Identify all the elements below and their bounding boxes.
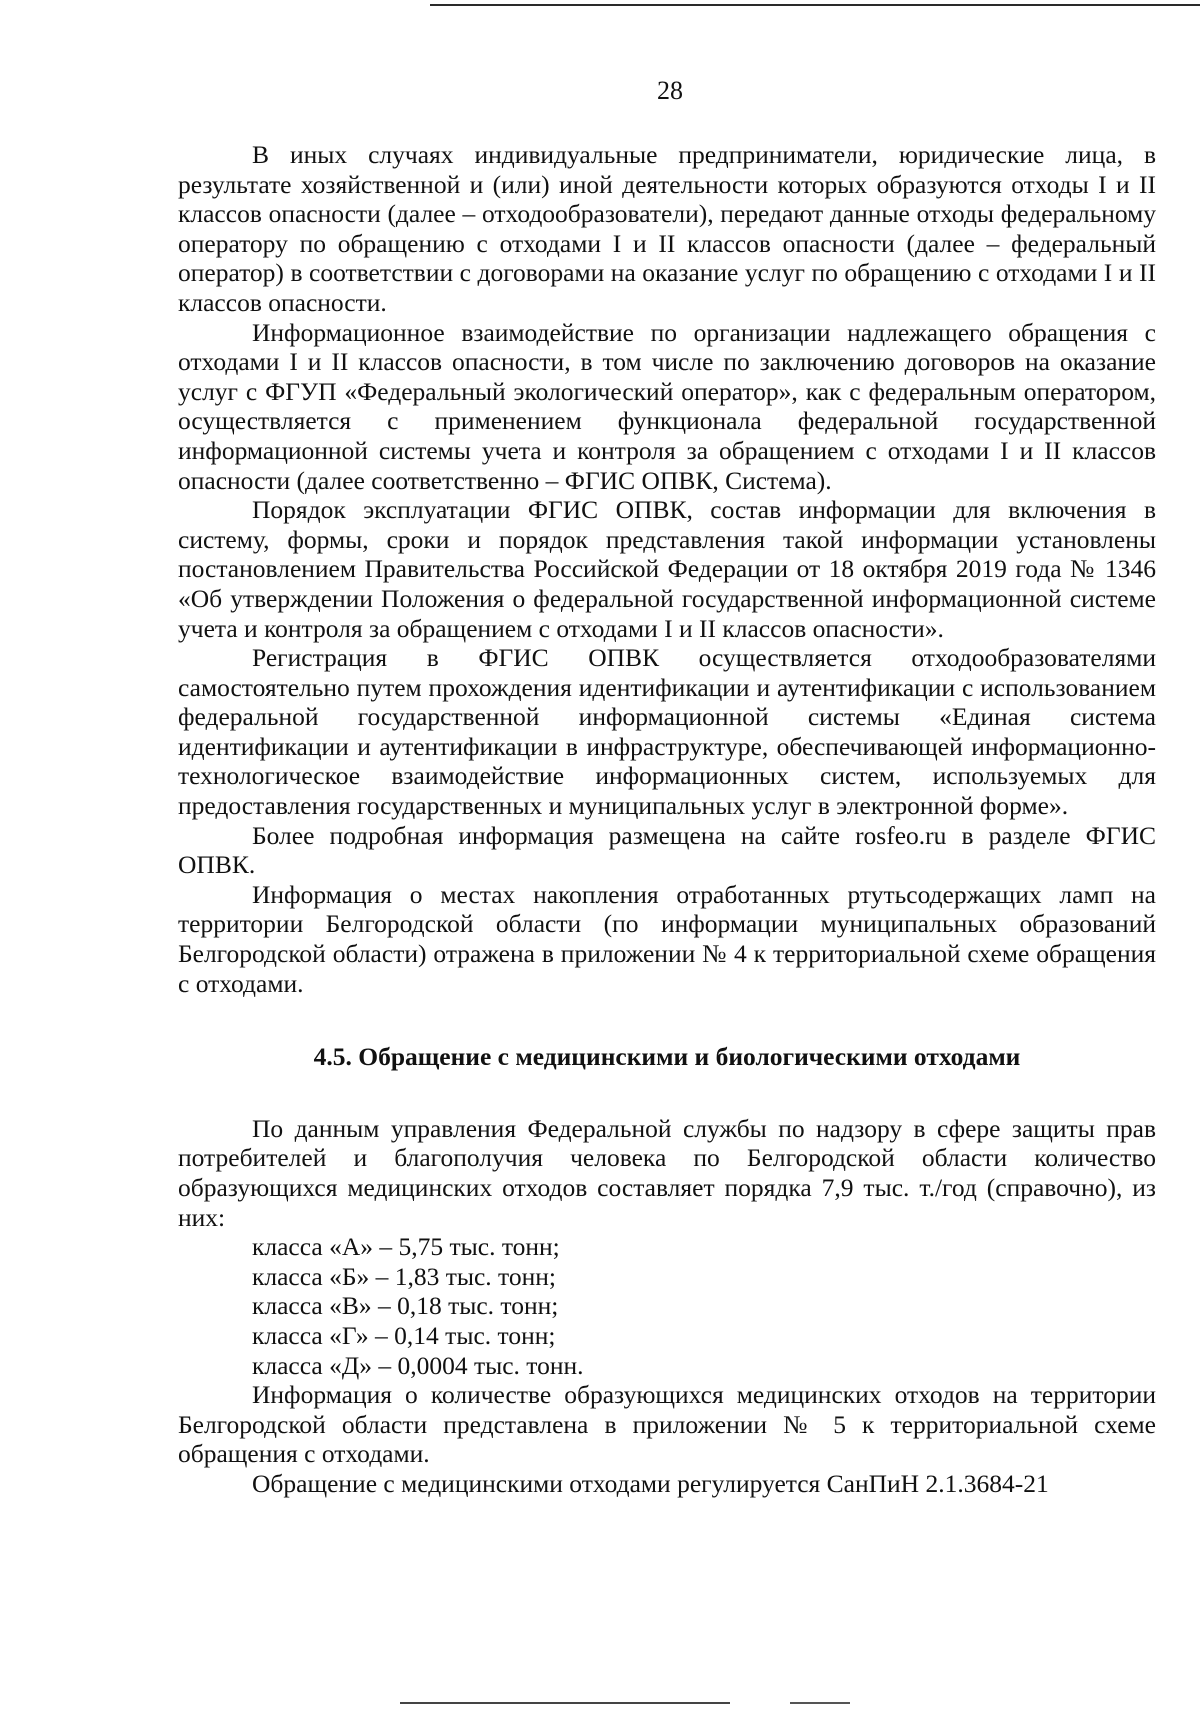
list-item-class-a: класса «А» – 5,75 тыс. тонн;	[252, 1232, 560, 1262]
paragraph-medical-waste-intro: По данным управления Федеральной службы по надзору в сфере защиты прав потребителей и благополучия человека по Белгородской области количество образующихся медицинских отходов составляет порядка 7,9 тыс. т./год (справочно), из них:	[178, 1113, 1156, 1232]
list-item-class-g: класса «Г» – 0,14 тыс. тонн;	[252, 1320, 556, 1350]
list-item-class-d: класса «Д» – 0,0004 тыс. тонн.	[252, 1350, 584, 1380]
list-item-class-v: класса «В» – 0,18 тыс. тонн;	[252, 1291, 559, 1321]
paragraph-more-info: Более подробная информация размещена на сайте rosfeo.ru в разделе ФГИС ОПВК.	[178, 820, 1156, 880]
paragraph-operation-procedure: Порядок эксплуатации ФГИС ОПВК, состав информации для включения в систему, формы, сроки и порядок представления такой информации установлены постановлением Правительства Российской Федерации от 18 октября 2019 года № 1346 «Об утверждении Положения о федеральной государственной информационной системе учета и контроля за обращением с отходами I и II классов опасности».	[178, 495, 1156, 643]
page-number: 28	[657, 76, 683, 105]
paragraph-registration: Регистрация в ФГИС ОПВК осуществляется отходообразователями самостоятельно путем прохождения идентификации и аутентификации с использованием федеральной государственной информационной системы «Единая система идентификации и аутентификации в инфраструктуре, обеспечивающей информационно-технологическое взаимодействие информационных систем, используемых для предоставления государственных и муниципальных услуг в электронной форме».	[178, 643, 1156, 821]
paragraph-waste-transfer: В иных случаях индивидуальные предприниматели, юридические лица, в результате хозяйственной и (или) иной деятельности которых образуются отходы I и II классов опасности (далее – отходообразователи), передают данные отходы федеральному оператору по обращению с отходами I и II классов опасности (далее – федеральный оператор) в соответствии с договорами на оказание услуг по обращению с отходами I и II классов опасности.	[178, 140, 1156, 317]
paragraph-medical-waste-appendix: Информация о количестве образующихся медицинских отходов на территории Белгородской области представлена в приложении № 5 к территориальной схеме обращения с отходами.	[178, 1380, 1156, 1469]
paragraph-mercury-lamps: Информация о местах накопления отработанных ртутьсодержащих ламп на территории Белгородской области (по информации муниципальных образований Белгородской области) отражена в приложении № 4 к территориальной схеме обращения с отходами.	[178, 879, 1156, 998]
paragraph-sanpin-regulation: Обращение с медицинскими отходами регулируется СанПиН 2.1.3684-21	[252, 1468, 1049, 1498]
document-body	[178, 140, 1156, 1499]
section-heading: 4.5. Обращение с медицинскими и биологическими отходами	[313, 1042, 1021, 1072]
bottom-scan-line-short	[790, 1702, 850, 1704]
top-border-line	[430, 4, 1200, 6]
list-item-class-b: класса «Б» – 1,83 тыс. тонн;	[252, 1261, 556, 1291]
paragraph-information-interaction: Информационное взаимодействие по организации надлежащего обращения с отходами I и II классов опасности, в том числе по заключению договоров на оказание услуг с ФГУП «Федеральный экологический оператор», как с федеральным оператором, осуществляется с применением функционала федеральной государственной информационной системы учета и контроля за обращением с отходами I и II классов опасности (далее соответственно – ФГИС ОПВК, Система).	[178, 317, 1156, 495]
bottom-scan-line	[400, 1702, 730, 1704]
